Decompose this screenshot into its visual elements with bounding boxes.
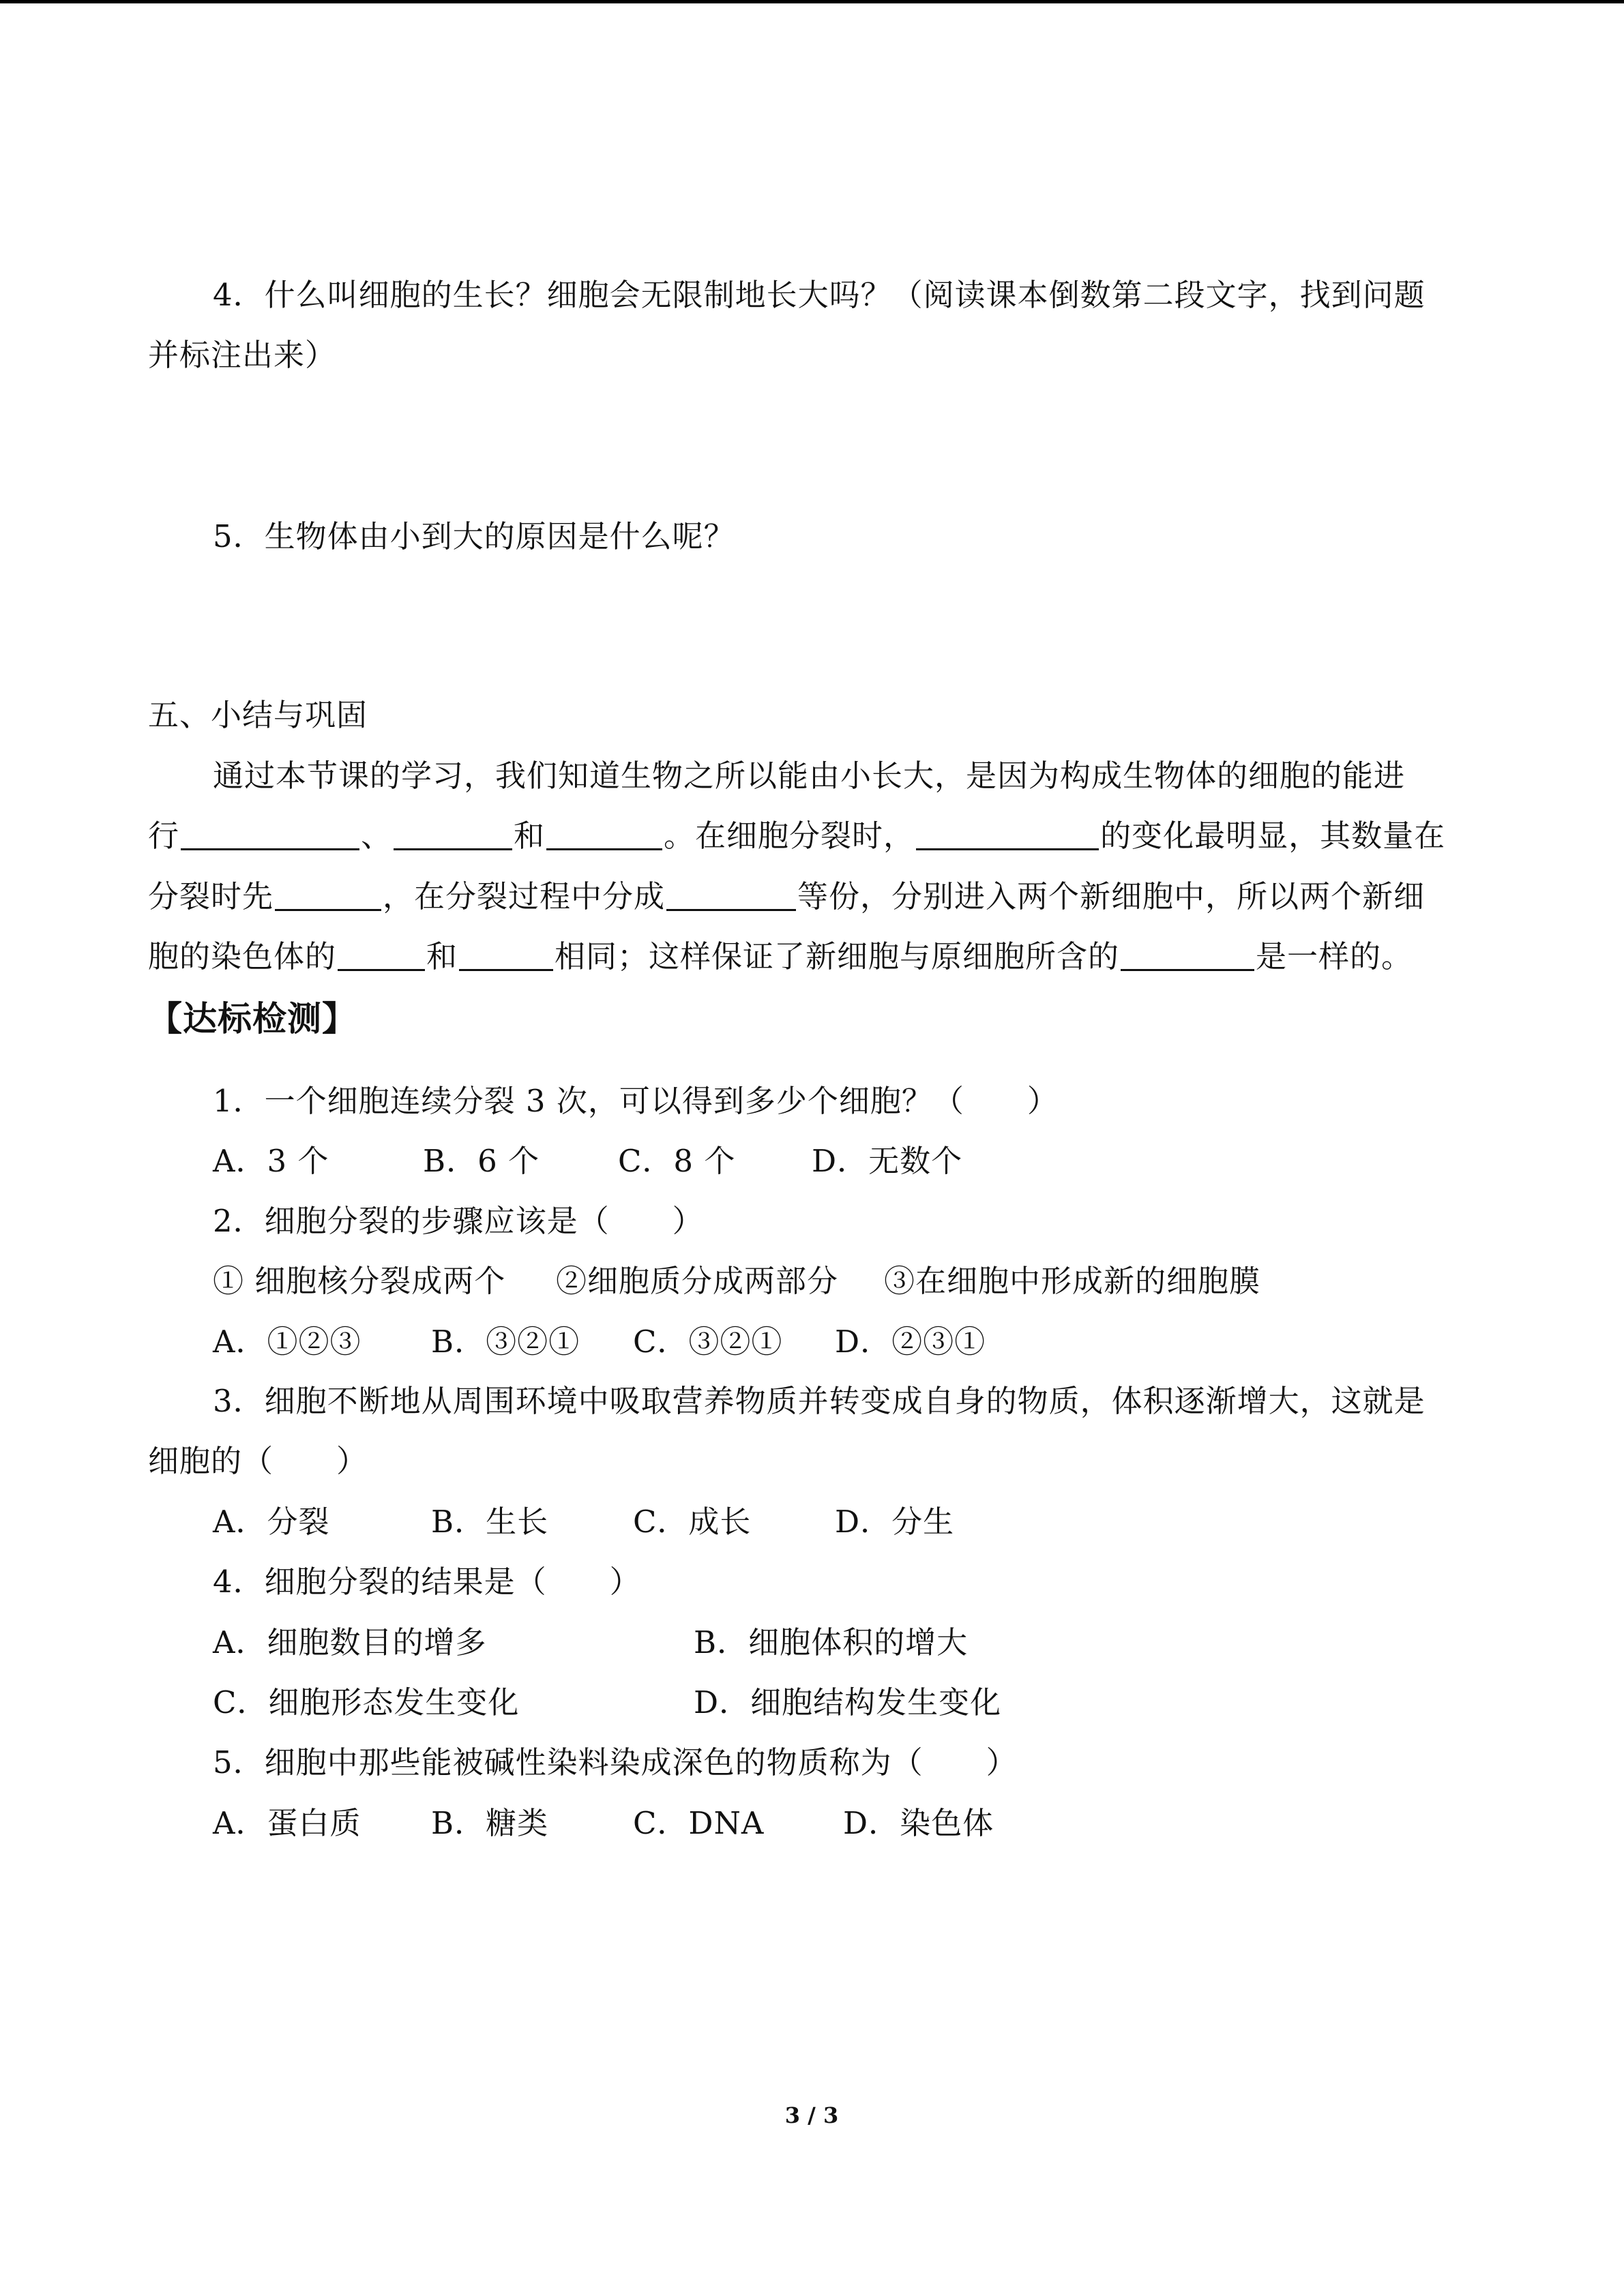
fill-blank-3[interactable] <box>546 818 662 850</box>
summary-text: 的变化最明显，其数量在 <box>1100 818 1446 854</box>
test-question-3-line-1: 3．细胞不断地从周围环境中吸取营养物质并转变成自身的物质，体积逐渐增大，这就是 <box>213 1383 1426 1419</box>
option-c[interactable]: C．成长 <box>633 1504 752 1540</box>
fill-blank-9[interactable] <box>1121 939 1254 971</box>
option-d[interactable]: D．分生 <box>835 1504 955 1540</box>
fill-blank-1[interactable] <box>181 818 359 850</box>
summary-line-4 <box>148 938 1413 976</box>
step-3: ③在细胞中形成新的细胞膜 <box>884 1263 1261 1299</box>
summary-text: 等份，分别进入两个新细胞中，所以两个新细 <box>797 878 1426 914</box>
page-number: 3 / 3 <box>784 2102 839 2128</box>
option-c[interactable]: C．③②① <box>633 1324 783 1360</box>
summary-text: 胞的染色体的 <box>148 938 337 974</box>
summary-text: 和 <box>426 938 458 974</box>
test-question-5: 5．细胞中那些能被碱性染料染成深色的物质称为（ ） <box>213 1744 1018 1780</box>
step-1: ① 细胞核分裂成两个 <box>213 1263 506 1299</box>
option-d[interactable]: D．细胞结构发生变化 <box>694 1684 1002 1720</box>
option-a[interactable]: A．细胞数目的增多 <box>213 1624 487 1660</box>
summary-text: 相同；这样保证了新细胞与原细胞所含的 <box>555 938 1120 974</box>
summary-text: ，在分裂过程中分成 <box>383 878 666 914</box>
summary-text: 。在细胞分裂时， <box>664 818 915 854</box>
option-d[interactable]: D．无数个 <box>812 1143 963 1179</box>
summary-heading: 五、小结与巩固 <box>148 697 368 733</box>
fill-blank-5[interactable] <box>275 879 381 911</box>
fill-blank-6[interactable] <box>666 879 796 911</box>
option-b[interactable]: B．糖类 <box>431 1805 549 1841</box>
test-question-1: 1．一个细胞连续分裂 3 次，可以得到多少个细胞？（ ） <box>213 1083 1059 1119</box>
summary-text: 行 <box>148 818 180 854</box>
option-b[interactable]: B．③②① <box>431 1324 580 1360</box>
option-c[interactable]: C．细胞形态发生变化 <box>213 1684 520 1720</box>
summary-text: 和 <box>514 818 546 854</box>
summary-line-1: 通过本节课的学习，我们知道生物之所以能由小长大，是因为构成生物体的细胞的能进 <box>213 758 1406 794</box>
option-b[interactable]: B．细胞体积的增大 <box>694 1624 969 1660</box>
option-a[interactable]: A．3 个 <box>213 1143 329 1179</box>
option-b[interactable]: B．6 个 <box>423 1143 540 1179</box>
fill-blank-4[interactable] <box>916 818 1099 850</box>
option-a[interactable]: A．①②③ <box>213 1324 361 1360</box>
option-b[interactable]: B．生长 <box>431 1504 549 1540</box>
study-question-5: 5．生物体由小到大的原因是什么呢？ <box>213 518 735 554</box>
summary-text: 分裂时先 <box>148 878 274 914</box>
summary-line-2 <box>148 817 1445 855</box>
test-question-2: 2．细胞分裂的步骤应该是（ ） <box>213 1203 704 1239</box>
fill-blank-2[interactable] <box>394 818 512 850</box>
option-d[interactable]: D．染色体 <box>843 1805 994 1841</box>
test-question-3-line-2: 细胞的（ ） <box>148 1443 368 1479</box>
option-a[interactable]: A．蛋白质 <box>213 1805 361 1841</box>
study-question-4-line-2: 并标注出来） <box>148 337 337 373</box>
summary-text: 是一样的。 <box>1256 938 1413 974</box>
test-question-4: 4．细胞分裂的结果是（ ） <box>213 1564 641 1600</box>
option-c[interactable]: C．8 个 <box>618 1143 736 1179</box>
step-2: ②细胞质分成两部分 <box>556 1263 839 1299</box>
option-a[interactable]: A．分裂 <box>213 1504 330 1540</box>
summary-line-3 <box>148 878 1425 916</box>
summary-text: 、 <box>361 818 393 854</box>
option-d[interactable]: D．②③① <box>835 1324 986 1360</box>
test-heading: 【达标检测】 <box>148 999 357 1039</box>
study-question-4-line-1: 4．什么叫细胞的生长？细胞会无限制地长大吗？（阅读课本倒数第二段文字，找到问题 <box>213 277 1426 313</box>
option-c[interactable]: C．DNA <box>633 1805 765 1841</box>
fill-blank-8[interactable] <box>459 939 553 971</box>
fill-blank-7[interactable] <box>338 939 425 971</box>
